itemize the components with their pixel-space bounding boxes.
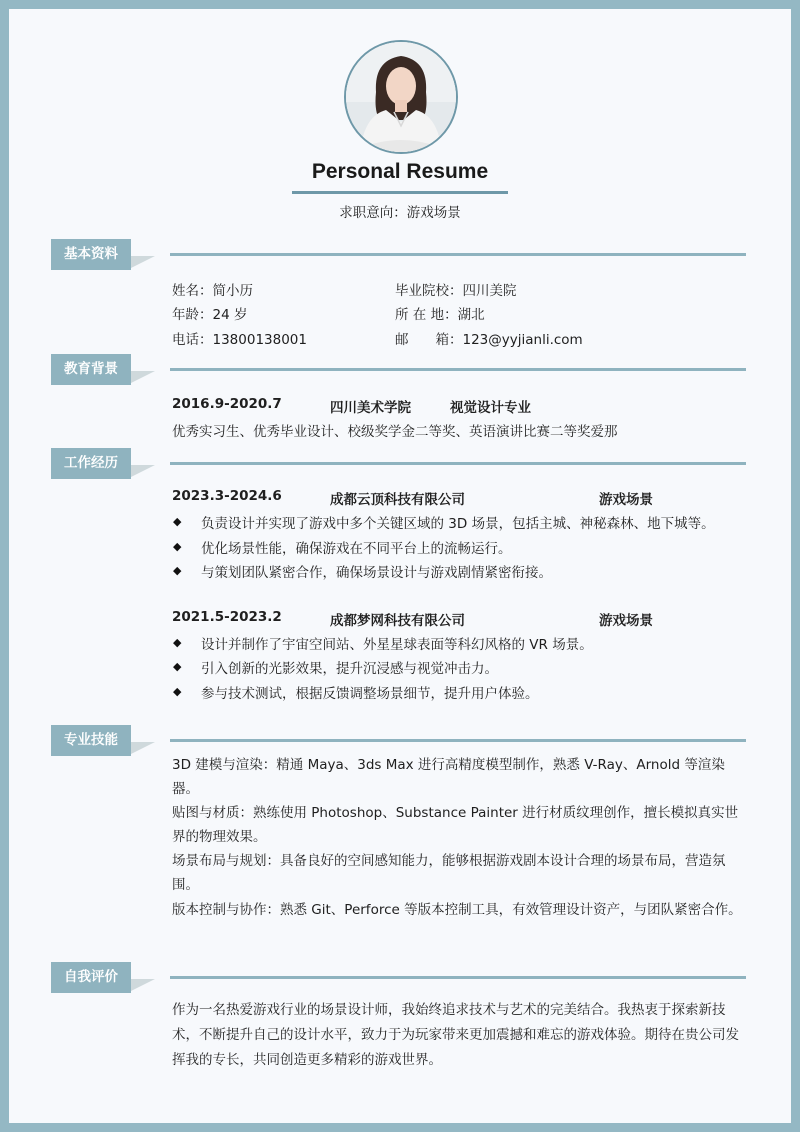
basic-school: 毕业院校：四川美院	[395, 283, 517, 299]
section-work-header: 工作经历	[51, 448, 131, 479]
job-bullet: 负责设计并实现了游戏中多个关键区域的 3D 场景，包括主城、神秘森林、地下城等。	[201, 516, 715, 532]
section-skills-header: 专业技能	[51, 725, 131, 756]
bullet-icon: ◆	[173, 564, 182, 577]
job-bullet: 设计并制作了宇宙空间站、外星星球表面等科幻风格的 VR 场景。	[201, 637, 593, 653]
section-tag-tail	[131, 371, 155, 383]
skill-item: 版本控制与协作：熟悉 Git、Perforce 等版本控制工具，有效管理设计资产，与团队紧密合作。	[172, 902, 742, 918]
edu-date: 2016.9-2020.7	[172, 396, 282, 412]
job-company: 成都梦网科技有限公司	[330, 613, 465, 629]
bullet-icon: ◆	[173, 515, 182, 528]
job-bullet: 优化场景性能，确保游戏在不同平台上的流畅运行。	[201, 541, 512, 557]
section-basic-header: 基本资料	[51, 239, 131, 270]
edu-major: 视觉设计专业	[450, 400, 531, 416]
section-tag-tail	[131, 979, 155, 991]
bullet-icon: ◆	[173, 660, 182, 673]
job-date: 2023.3-2024.6	[172, 488, 282, 504]
bullet-icon: ◆	[173, 685, 182, 698]
basic-age: 年龄：24 岁	[172, 307, 248, 323]
section-divider	[170, 976, 746, 979]
section-education-header: 教育背景	[51, 354, 131, 385]
job-role: 游戏场景	[599, 613, 653, 629]
section-tag-tail	[131, 256, 155, 268]
skill-item: 贴图与材质：熟练使用 Photoshop、Substance Painter 进行材质纹理创作，擅长模拟真实世界的物理效果。	[172, 805, 739, 846]
bullet-icon: ◆	[173, 636, 182, 649]
job-role: 游戏场景	[599, 492, 653, 508]
job-intention: 求职意向：游戏场景	[339, 205, 461, 221]
job-bullet: 参与技术测试，根据反馈调整场景细节，提升用户体验。	[201, 686, 539, 702]
section-divider	[170, 462, 746, 465]
page-title: Personal Resume	[311, 160, 489, 183]
section-divider	[170, 739, 746, 742]
job-date: 2021.5-2023.2	[172, 609, 282, 625]
section-self-header: 自我评价	[51, 962, 131, 993]
edu-desc: 优秀实习生、优秀毕业设计、校级奖学金二等奖、英语演讲比赛二等奖爱那	[172, 424, 618, 440]
job-company: 成都云顶科技有限公司	[330, 492, 465, 508]
bullet-icon: ◆	[173, 540, 182, 553]
self-evaluation: 作为一名热爱游戏行业的场景设计师，我始终追求技术与艺术的完美结合。我热衷于探索新技术，不断提升自己的设计水平，致力于为玩家带来更加震撼和难忘的游戏体验。期待在贵公司发挥我的专长，共同创造更多精彩的游戏世界。	[172, 1002, 739, 1068]
edu-school: 四川美术学院	[330, 400, 411, 416]
section-divider	[170, 253, 746, 256]
skill-item: 场景布局与规划：具备良好的空间感知能力，能够根据游戏剧本设计合理的场景布局，营造氛围。	[172, 853, 726, 894]
section-divider	[170, 368, 746, 371]
basic-phone: 电话：13800138001	[172, 332, 307, 348]
basic-name: 姓名：简小历	[172, 283, 253, 299]
profile-photo	[346, 42, 456, 152]
job-bullet: 引入创新的光影效果，提升沉浸感与视觉冲击力。	[201, 661, 498, 677]
skill-item: 3D 建模与渲染：精通 Maya、3ds Max 进行高精度模型制作，熟悉 V-Ray、Arnold 等渲染器。	[172, 757, 725, 798]
title-underline	[292, 191, 508, 194]
section-tag-tail	[131, 742, 155, 754]
basic-email: 邮 箱：123@yyjianli.com	[395, 332, 583, 348]
basic-location: 所 在 地：湖北	[395, 307, 485, 323]
job-bullet: 与策划团队紧密合作，确保场景设计与游戏剧情紧密衔接。	[201, 565, 552, 581]
avatar	[344, 40, 458, 154]
section-tag-tail	[131, 465, 155, 477]
